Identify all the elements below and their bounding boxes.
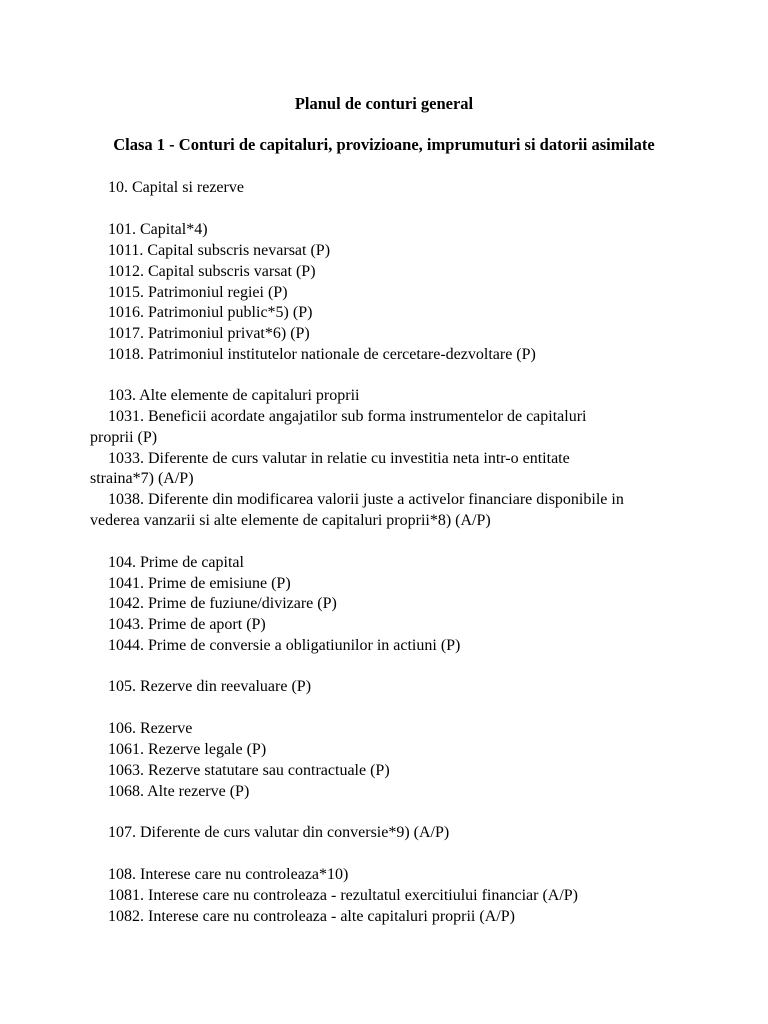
account-line: 1061. Rezerve legale (P) (108, 741, 267, 758)
account-line: 101. Capital*4) (108, 221, 208, 238)
account-line: 1063. Rezerve statutare sau contractuale (P) (108, 762, 390, 779)
account-line: 1012. Capital subscris varsat (P) (108, 263, 316, 280)
account-line: 1033. Diferente de curs valutar in relatie cu investitia neta intr-o entitate (108, 450, 570, 467)
account-line: 105. Rezerve din reevaluare (P) (108, 678, 312, 695)
account-line: 1042. Prime de fuziune/divizare (P) (108, 595, 337, 612)
account-line: 1044. Prime de conversie a obligatiunilor in actiuni (P) (108, 637, 461, 654)
account-line: 1017. Patrimoniul privat*6) (P) (108, 325, 310, 342)
account-line: 1081. Interese care nu controleaza - rezultatul exercitiului financiar (A/P) (108, 887, 578, 904)
account-line: 107. Diferente de curs valutar din conversie*9) (A/P) (108, 824, 450, 841)
account-line: 1031. Beneficii acordate angajatilor sub forma instrumentelor de capitaluri (108, 408, 587, 425)
account-line-continuation: straina*7) (A/P) (90, 470, 194, 487)
account-line: 1043. Prime de aport (P) (108, 616, 266, 633)
account-line: 1041. Prime de emisiune (P) (108, 575, 291, 592)
account-line: 106. Rezerve (108, 720, 193, 737)
account-line: 1018. Patrimoniul institutelor nationale de cercetare-dezvoltare (P) (108, 346, 536, 363)
page-title: Planul de conturi general (294, 94, 474, 113)
account-line-continuation: proprii (P) (90, 429, 158, 446)
group-heading: 10. Capital si rezerve (108, 179, 244, 196)
account-line: 1068. Alte rezerve (P) (108, 783, 250, 800)
account-line: 1082. Interese care nu controleaza - alte capitaluri proprii (A/P) (108, 908, 515, 925)
account-line: 1015. Patrimoniul regiei (P) (108, 284, 288, 301)
account-line: 104. Prime de capital (108, 554, 244, 571)
account-line: 1016. Patrimoniul public*5) (P) (108, 304, 313, 321)
account-line: 108. Interese care nu controleaza*10) (108, 866, 349, 883)
account-line-continuation: vederea vanzarii si alte elemente de capitaluri proprii*8) (A/P) (90, 512, 491, 529)
account-line: 103. Alte elemente de capitaluri proprii (108, 387, 360, 404)
account-line: 1011. Capital subscris nevarsat (P) (108, 242, 331, 259)
class-heading: Clasa 1 - Conturi de capitaluri, provizioane, imprumuturi si datorii asimilate (113, 135, 655, 154)
account-line: 1038. Diferente din modificarea valorii juste a activelor financiare disponibile in (108, 491, 624, 508)
